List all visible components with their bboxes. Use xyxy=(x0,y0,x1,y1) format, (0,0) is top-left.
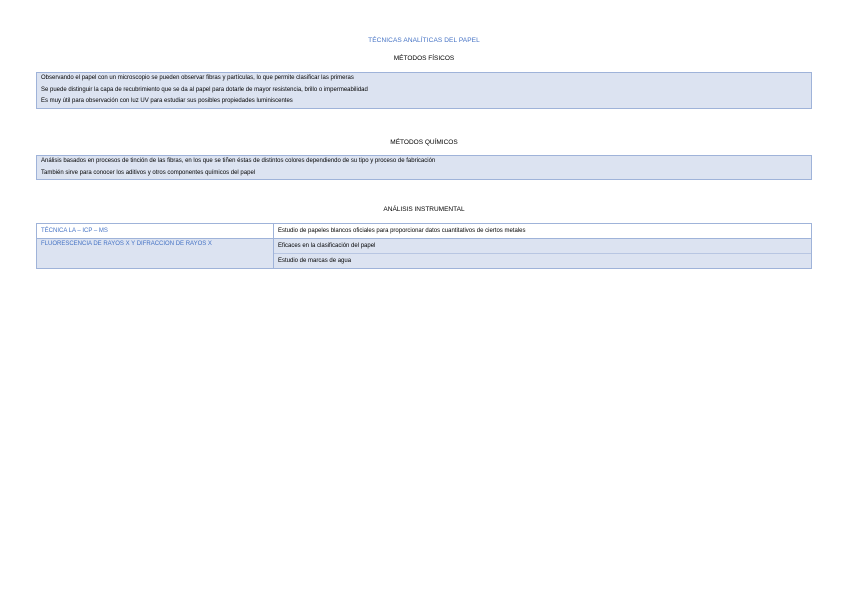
section-heading-instrumental: ANÁLISIS INSTRUMENTAL xyxy=(383,206,465,213)
quimicos-line: Análisis basados en procesos de tinción de las fibras, en los que se tiñen éstas de distintos colores dependiendo de su tipo y proceso de fabricación xyxy=(41,158,436,164)
fisicos-line: Se puede distinguir la capa de recubrimiento que se da al papel para dotarle de mayor resistencia, brillo o impermeabilidad xyxy=(41,86,368,93)
use-cell: Estudio de papeles blancos oficiales para proporcionar datos cuantitativos de ciertos metales xyxy=(274,224,812,239)
use-cell xyxy=(274,239,812,269)
technique-cell: FLUORESCENCIA DE RAYOS X Y DIFRACCION DE RAYOS X xyxy=(37,239,274,269)
table-row xyxy=(37,224,812,239)
table-row xyxy=(37,239,812,269)
section-heading-fisicos: MÉTODOS FÍSICOS xyxy=(393,55,455,62)
quimicos-box xyxy=(36,155,812,180)
instrumental-table xyxy=(36,223,812,269)
fisicos-box xyxy=(36,72,812,109)
use-line: Eficaces en la clasificación del papel xyxy=(278,243,376,249)
technique-cell: TÉCNICA LA – ICP – MS xyxy=(37,224,274,239)
section-heading-quimicos: MÉTODOS QUÍMICOS xyxy=(390,139,458,146)
use-line: Estudio de marcas de agua xyxy=(274,253,811,268)
quimicos-line: También sirve para conocer los aditivos y otros componentes químicos del papel xyxy=(41,169,256,176)
fisicos-line: Es muy útil para observación con luz UV para estudiar sus posibles propiedades luminiscentes xyxy=(41,98,293,104)
fisicos-line: Observando el papel con un microscopio se pueden observar fibras y partículas, lo que permite clasificar las primeras xyxy=(41,75,354,81)
page-title: TÉCNICAS ANALÍTICAS DEL PAPEL xyxy=(368,37,480,44)
